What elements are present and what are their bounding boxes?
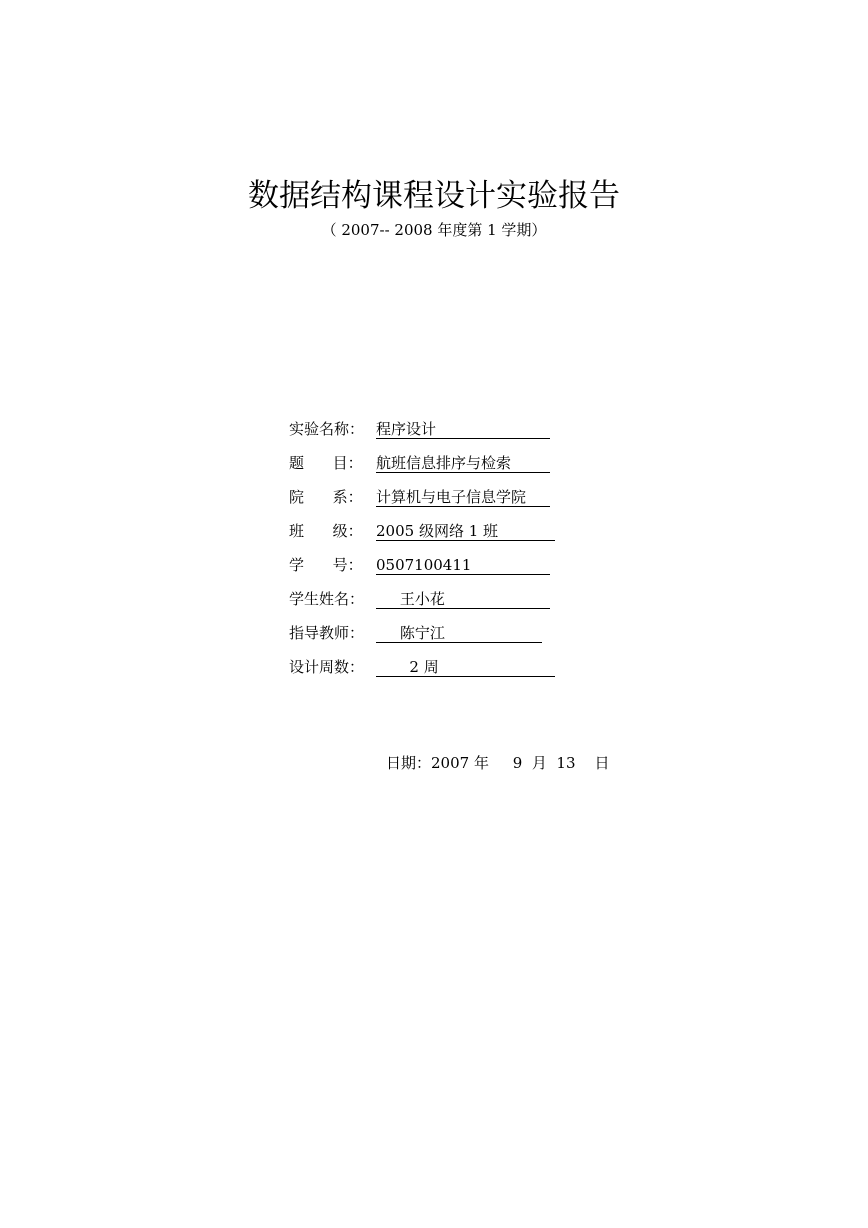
field-label: 指导教师： bbox=[289, 624, 365, 642]
field-label: 题 目： bbox=[289, 454, 363, 472]
field-value: 程序设计 bbox=[376, 417, 550, 439]
field-value: 航班信息排序与检索 bbox=[376, 451, 550, 473]
academic-year: （ 2007-- 2008 年度第 1 学期） bbox=[321, 221, 547, 239]
field-label: 学 号： bbox=[289, 556, 363, 574]
field-value: 2 周 bbox=[376, 655, 555, 677]
field-value: 陈宁江 bbox=[376, 621, 542, 643]
field-label: 学生姓名： bbox=[289, 590, 365, 608]
field-label: 班 级： bbox=[289, 522, 363, 540]
report-title: 数据结构课程设计实验报告 bbox=[248, 178, 620, 214]
field-label: 设计周数： bbox=[289, 658, 365, 676]
field-value: 计算机与电子信息学院 bbox=[376, 485, 550, 507]
field-label: 实验名称： bbox=[289, 420, 365, 438]
report-date: 日期：2007 年 9 月 13 日 bbox=[386, 754, 610, 772]
field-label: 院 系： bbox=[289, 488, 363, 506]
field-value: 王小花 bbox=[376, 587, 550, 609]
field-value: 2005 级网络 1 班 bbox=[376, 519, 555, 541]
field-value: 0507100411 bbox=[376, 553, 550, 575]
